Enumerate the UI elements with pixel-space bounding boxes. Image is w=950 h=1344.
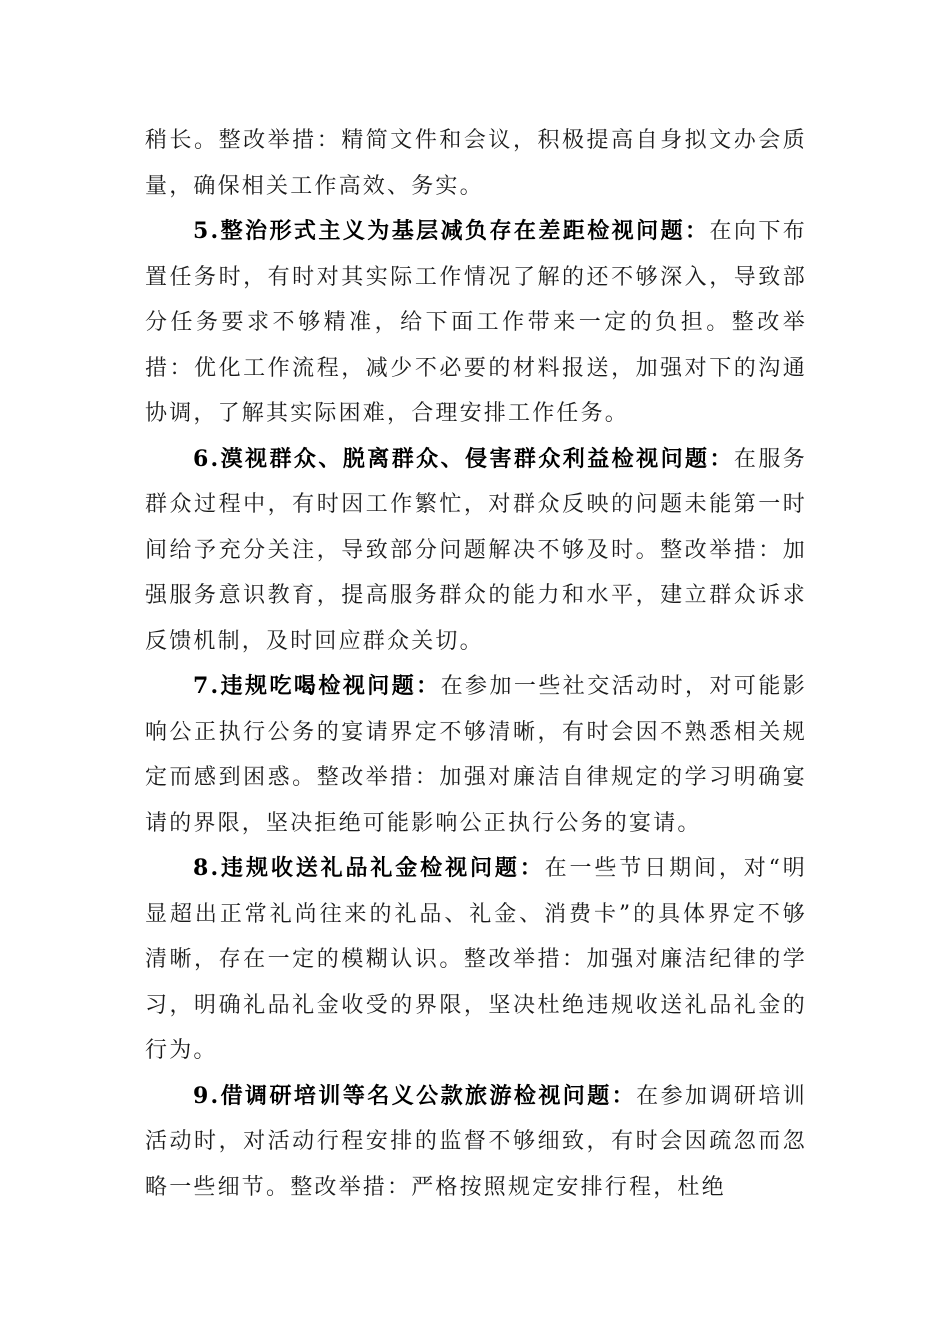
paragraph-body: 在向下布置任务时，有时对其实际工作情况了解的还不够深入，导致部分任务要求不够精准，给下面工作带来一定的负担。整改举措：优化工作流程，减少不必要的材料报送，加强对下的沟通协调，了解其实际困难，合理安排工作任务。 (145, 219, 807, 426)
paragraph-heading: 7.违规吃喝检视问题： (193, 673, 441, 699)
paragraph-heading: 9.借调研培训等名义公款旅游检视问题： (193, 1082, 637, 1109)
paragraph-body: 稍长。整改举措：精简文件和会议，积极提高自身拟文办会质量，确保相关工作高效、务实。 (145, 128, 807, 199)
paragraph-body: 在一些节日期间，对“明显超出正常礼尚往来的礼品、礼金、消费卡”的具体界定不够清晰，存在一定的模糊认识。整改举措：加强对廉洁纪律的学习，明确礼品礼金收受的界限，坚决杜绝违规收送礼品礼金的行为。 (145, 856, 807, 1063)
paragraph-body: 在服务群众过程中，有时因工作繁忙，对群众反映的问题未能第一时间给予充分关注，导致部分问题解决不够及时。整改举措：加强服务意识教育，提高服务群众的能力和水平，建立群众诉求反馈机制，及时回应群众关切。 (145, 446, 807, 654)
paragraph-body: 在参加调研培训活动时，对活动行程安排的监督不够细致，有时会因疏忽而忽略一些细节。整改举措：严格按照规定安排行程，杜绝 (145, 1083, 807, 1200)
paragraph-heading: 6.漠视群众、脱离群众、侵害群众利益检视问题： (193, 445, 734, 472)
paragraph-continuation (145, 118, 807, 209)
paragraph-item-9 (145, 1074, 807, 1211)
paragraph-item-7 (145, 664, 807, 846)
paragraph-body: 在参加一些社交活动时，对可能影响公正执行公务的宴请界定不够清晰，有时会因不熟悉相关规定而感到困惑。整改举措：加强对廉洁自律规定的学习明确宴请的界限，坚决拒绝可能影响公正执行公务的宴请。 (145, 674, 807, 836)
document-body (145, 118, 807, 1210)
paragraph-item-5 (145, 209, 807, 437)
paragraph-heading: 8.违规收送礼品礼金检视问题： (193, 855, 545, 881)
paragraph-item-6 (145, 437, 807, 665)
paragraph-item-8 (145, 846, 807, 1074)
paragraph-heading: 5.整治形式主义为基层减负存在差距检视问题： (193, 218, 710, 244)
